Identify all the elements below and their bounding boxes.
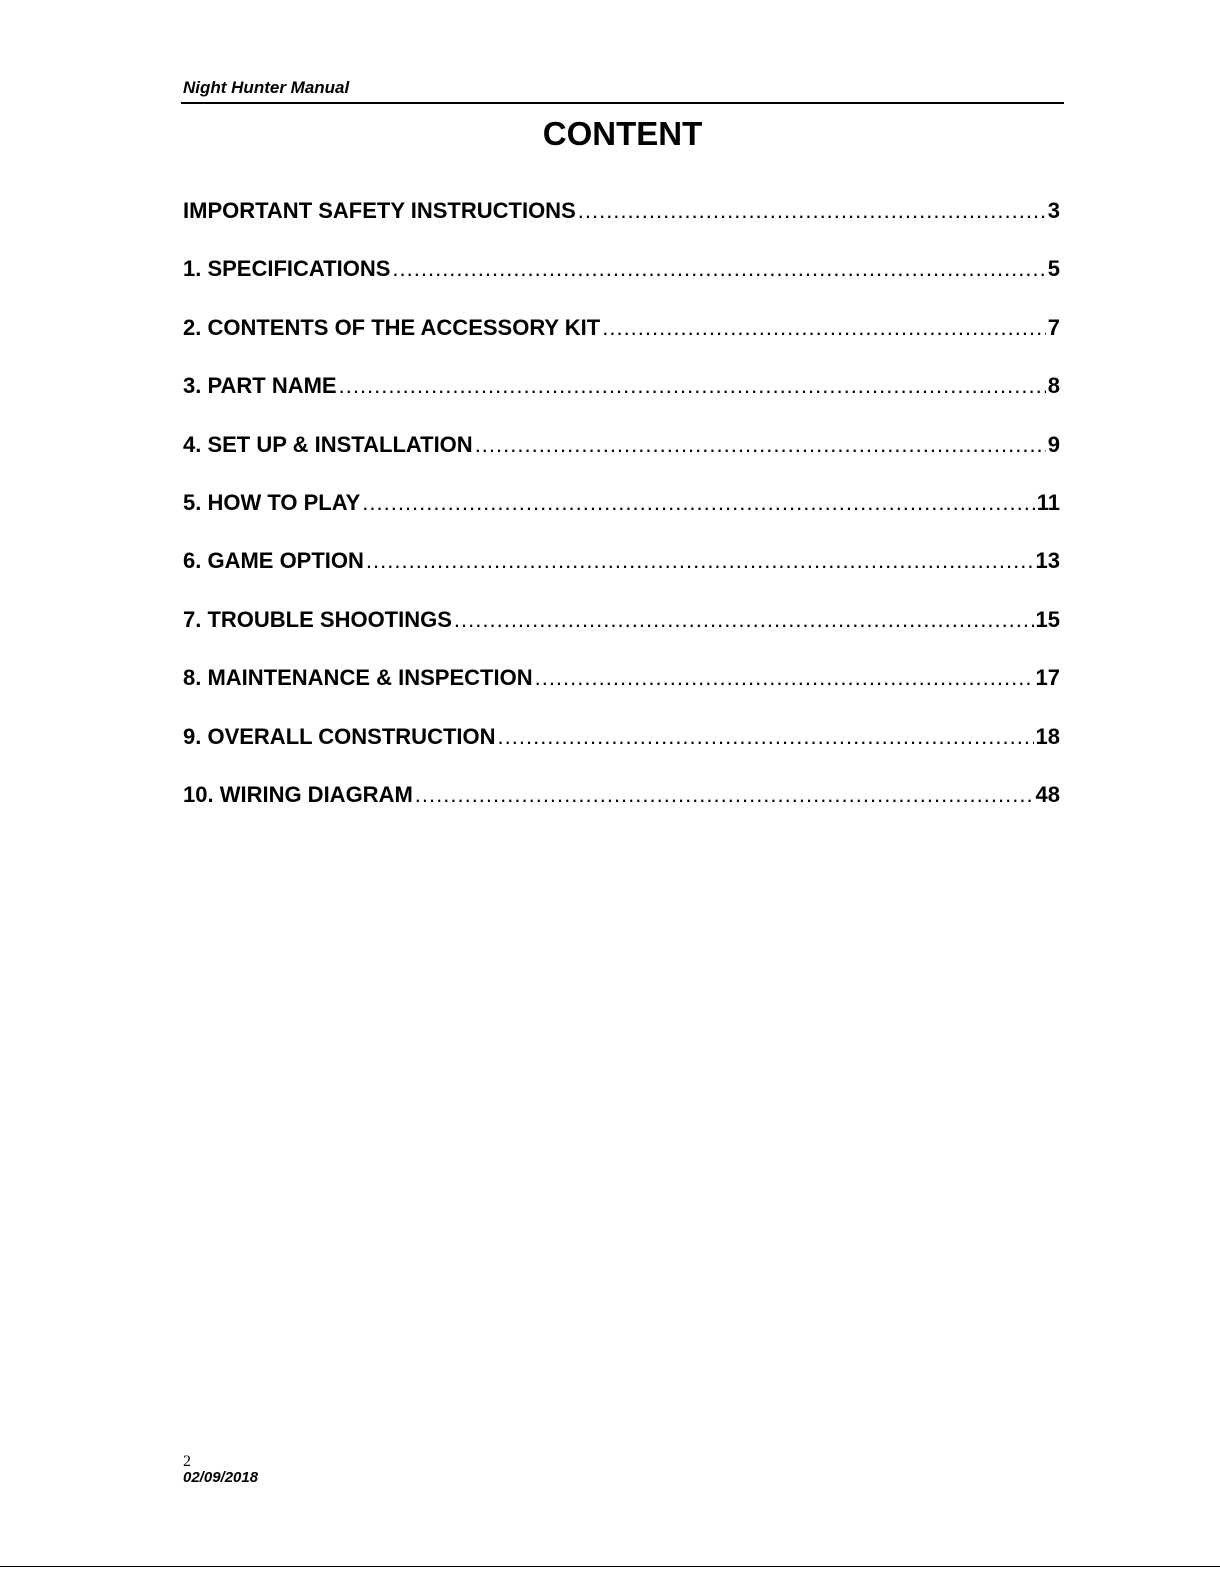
- page-bottom-rule: [0, 1566, 1220, 1567]
- toc-entry-label: 2. CONTENTS OF THE ACCESSORY KIT: [183, 314, 601, 340]
- toc-dot-leader: [475, 432, 1046, 458]
- toc-entry-label: 1. SPECIFICATIONS: [183, 256, 391, 282]
- toc-entry-page: 13: [1035, 548, 1060, 574]
- toc-entry-page: 17: [1035, 665, 1060, 691]
- toc-entry-trouble-shootings[interactable]: [183, 607, 1060, 665]
- toc-dot-leader: [454, 607, 1034, 633]
- table-of-contents: [183, 198, 1060, 840]
- toc-dot-leader: [498, 724, 1034, 750]
- header-rule: [181, 102, 1064, 104]
- toc-entry-how-to-play[interactable]: [183, 490, 1060, 548]
- toc-entry-label: 3. PART NAME: [183, 373, 337, 399]
- toc-entry-page: 11: [1036, 489, 1060, 515]
- toc-entry-page: 5: [1047, 256, 1060, 282]
- toc-dot-leader: [362, 490, 1034, 516]
- toc-dot-leader: [339, 373, 1046, 399]
- toc-entry-label: IMPORTANT SAFETY INSTRUCTIONS: [183, 198, 576, 223]
- toc-entry-maintenance-inspection[interactable]: [183, 665, 1060, 723]
- toc-dot-leader: [602, 315, 1046, 341]
- toc-dot-leader: [578, 198, 1046, 224]
- running-header: Night Hunter Manual: [183, 78, 350, 97]
- toc-dot-leader: [535, 665, 1034, 691]
- page-number: 2: [183, 1453, 191, 1470]
- toc-entry-page: 3: [1047, 198, 1060, 223]
- footer-date: 02/09/2018: [183, 1469, 259, 1486]
- toc-entry-label: 10. WIRING DIAGRAM: [183, 781, 413, 807]
- toc-entry-page: 15: [1035, 606, 1060, 632]
- toc-entry-label: 6. GAME OPTION: [183, 548, 364, 574]
- toc-entry-label: 8. MAINTENANCE & INSPECTION: [183, 665, 533, 691]
- toc-dot-leader: [415, 782, 1034, 808]
- toc-entry-page: 18: [1035, 723, 1060, 749]
- toc-entry-setup-installation[interactable]: [183, 432, 1060, 490]
- toc-entry-page: 8: [1047, 373, 1060, 399]
- toc-entry-label: 9. OVERALL CONSTRUCTION: [183, 723, 496, 749]
- toc-entry-game-option[interactable]: [183, 548, 1060, 606]
- toc-entry-label: 5. HOW TO PLAY: [183, 489, 361, 515]
- page-title: CONTENT: [542, 115, 703, 152]
- toc-entry-part-name[interactable]: [183, 373, 1060, 431]
- toc-entry-page: 7: [1047, 314, 1060, 340]
- toc-entry-accessory-kit[interactable]: [183, 315, 1060, 373]
- toc-entry-label: 7. TROUBLE SHOOTINGS: [183, 606, 452, 632]
- toc-entry-safety-instructions[interactable]: [183, 198, 1060, 256]
- toc-entry-overall-construction[interactable]: [183, 724, 1060, 782]
- toc-entry-label: 4. SET UP & INSTALLATION: [183, 431, 473, 457]
- toc-dot-leader: [366, 548, 1034, 574]
- toc-entry-wiring-diagram[interactable]: [183, 782, 1060, 840]
- toc-entry-page: 9: [1047, 431, 1060, 457]
- toc-entry-page: 48: [1035, 781, 1060, 807]
- toc-dot-leader: [392, 256, 1045, 282]
- toc-entry-specifications[interactable]: [183, 256, 1060, 314]
